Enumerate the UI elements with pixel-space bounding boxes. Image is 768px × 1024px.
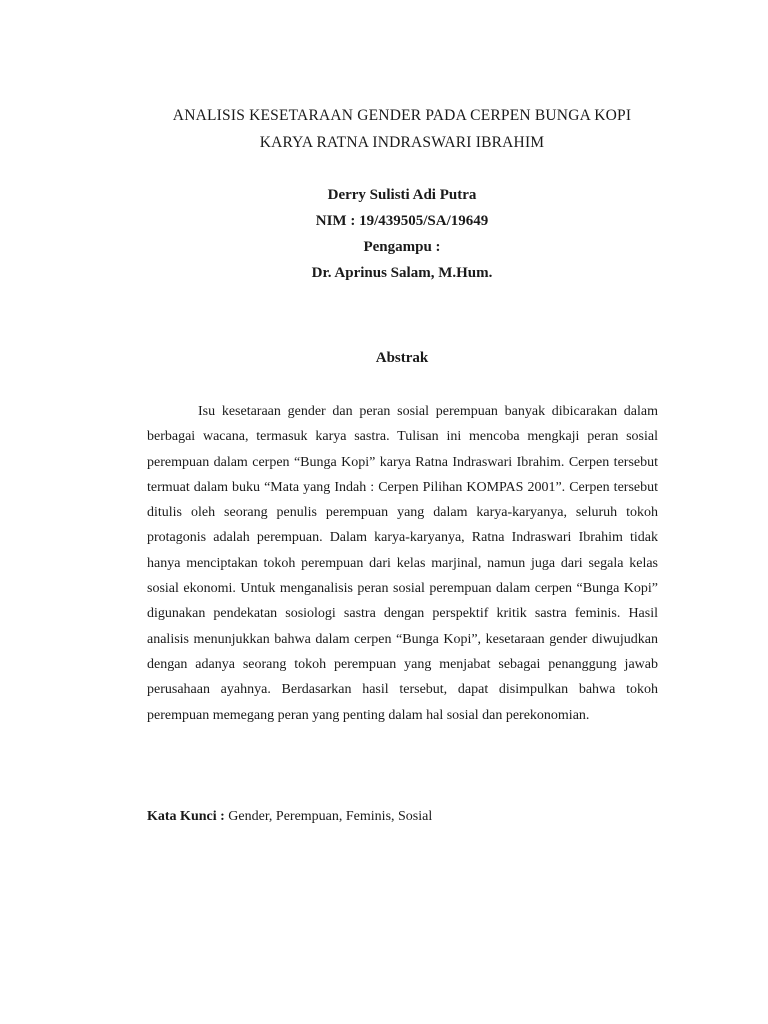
supervisor-name: Dr. Aprinus Salam, M.Hum. bbox=[311, 265, 493, 281]
keywords-value: Gender, Perempuan, Feminis, Sosial bbox=[228, 809, 433, 824]
author-name: Derry Sulisti Adi Putra bbox=[327, 187, 477, 203]
abstract-heading: Abstrak bbox=[375, 350, 429, 366]
author-block bbox=[100, 182, 704, 286]
supervisor-label: Pengampu : bbox=[363, 239, 441, 255]
paper-title bbox=[100, 102, 704, 156]
title-line-2: KARYA RATNA INDRASWARI IBRAHIM bbox=[259, 134, 545, 151]
abstract-paragraph: Isu kesetaraan gender dan peran sosial perempuan banyak dibicarakan dalam berbagai wacana, termasuk karya sastra. Tulisan ini mencoba mengkaji peran sosial perempuan dalam cerpen “Bunga Kopi” karya Ratna Indraswari Ibrahim. Cerpen tersebut termuat dalam buku “Mata yang Indah : Cerpen Pilihan KOMPAS 2001”. Cerpen tersebut ditulis oleh seorang penulis perempuan yang dalam karya-karyanya, seluruh tokoh protagonis adalah perempuan. Dalam karya-karyanya, Ratna Indraswari Ibrahim tidak hanya menciptakan tokoh perempuan dari kelas marjinal, namun juga dari segala kelas sosial ekonomi. Untuk menganalisis peran sosial perempuan dalam cerpen “Bunga Kopi” digunakan pendekatan sosiologi sastra dengan perspektif kritik sastra feminis. Hasil analisis menunjukkan bahwa dalam cerpen “Bunga Kopi”, kesetaraan gender diwujudkan dengan adanya seorang tokoh perempuan yang menjabat sebagai penanggung jawab perusahaan ayahnya. Berdasarkan hasil tersebut, dapat disimpulkan bahwa tokoh perempuan memegang peran yang penting dalam hal sosial dan perekonomian. bbox=[147, 404, 658, 723]
student-id: NIM : 19/439505/SA/19649 bbox=[315, 213, 489, 229]
title-line-1: ANALISIS KESETARAAN GENDER PADA CERPEN BUNGA KOPI bbox=[172, 107, 632, 124]
keywords-label: Kata Kunci : bbox=[147, 809, 225, 824]
keywords-line bbox=[147, 805, 658, 829]
